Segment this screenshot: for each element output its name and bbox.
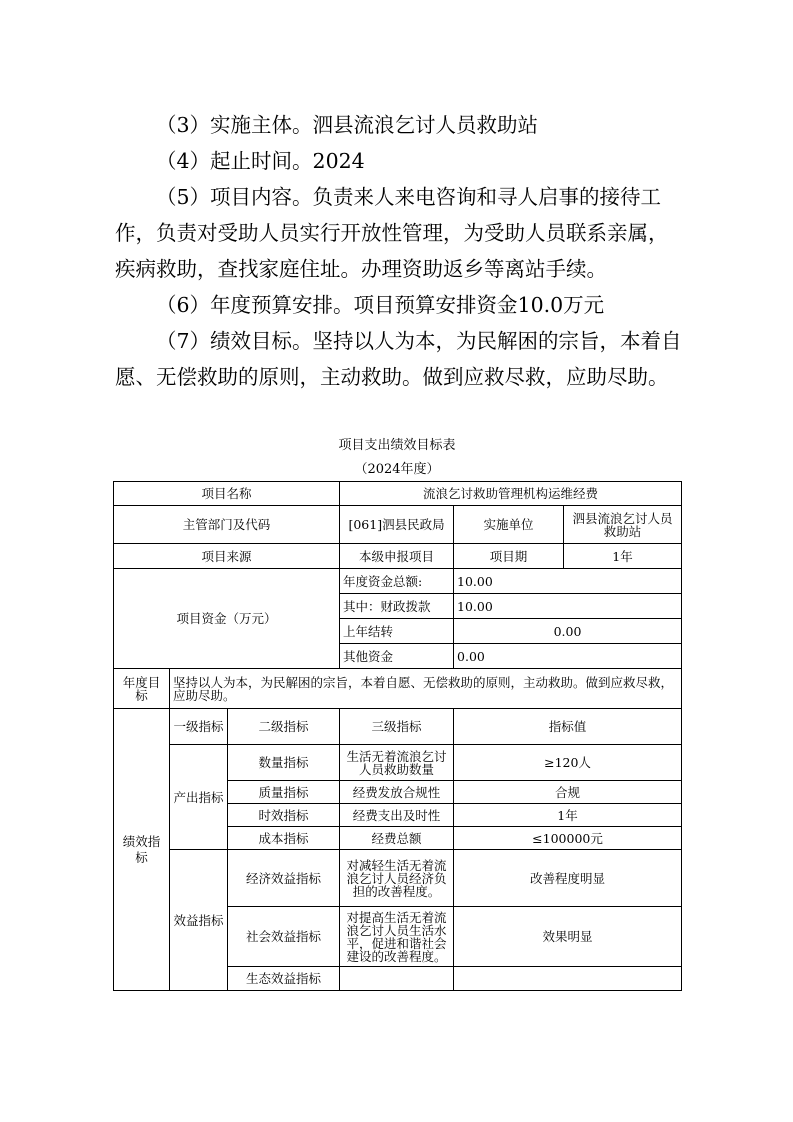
output-l3: 经费发放合规性	[340, 781, 454, 804]
output-l2: 质量指标	[228, 781, 340, 804]
table-title: 项目支出绩效目标表	[338, 438, 456, 453]
header-level1: 一级指标	[170, 709, 228, 745]
paragraph-goal: （7）绩效目标。坚持以人为本，为民解困的宗旨，本着自愿、无偿救助的原则，主动救助。做到应救尽救，应助尽助。	[115, 329, 682, 389]
benefit-value: 效果明显	[454, 907, 682, 967]
header-value: 指标值	[454, 709, 682, 745]
impl-label: 实施单位	[454, 506, 564, 544]
output-l2: 成本指标	[228, 827, 340, 850]
table-row	[114, 544, 682, 569]
table-row	[114, 482, 682, 506]
table-row	[114, 709, 682, 745]
output-l3: 生活无着流浪乞讨人员救助数量	[340, 745, 454, 781]
project-name-value: 流浪乞讨救助管理机构运维经费	[340, 482, 682, 506]
perf-label: 绩效指标	[114, 709, 170, 991]
funds-total-label: 年度资金总额:	[340, 569, 454, 594]
paragraph-implementer: （3）实施主体。泗县流浪乞讨人员救助站	[156, 113, 539, 137]
benefit-l2: 经济效益指标	[228, 850, 340, 907]
benefit-l2: 生态效益指标	[228, 967, 340, 991]
benefit-l3: 对减轻生活无着流浪乞讨人员经济负担的改善程度。	[340, 850, 454, 907]
period-label: 项目期	[454, 544, 564, 569]
funds-other-value: 0.00	[454, 644, 682, 669]
table-year: （2024年度）	[354, 462, 440, 477]
paragraph-period: （4）起止时间。2024	[156, 149, 365, 173]
output-value: ≤100000元	[454, 827, 682, 850]
funds-fiscal-value: 10.00	[454, 594, 682, 619]
source-value: 本级申报项目	[340, 544, 454, 569]
output-value: 1年	[454, 804, 682, 827]
output-l3: 经费支出及时性	[340, 804, 454, 827]
table-row	[114, 745, 682, 781]
header-level2: 二级指标	[228, 709, 340, 745]
table-row	[114, 669, 682, 709]
dept-value: [061]泗县民政局	[340, 506, 454, 544]
output-label: 产出指标	[170, 745, 228, 850]
funds-label: 项目资金（万元）	[114, 569, 340, 669]
output-l3: 经费总额	[340, 827, 454, 850]
project-name-label: 项目名称	[114, 482, 340, 506]
funds-carryover-label: 上年结转	[340, 619, 454, 644]
benefit-value: 改善程度明显	[454, 850, 682, 907]
period-value: 1年	[564, 544, 682, 569]
goal-value: 坚持以人为本，为民解困的宗旨，本着自愿、无偿救助的原则，主动救助。做到应救尽救，应助尽助。	[170, 669, 682, 709]
dept-label: 主管部门及代码	[114, 506, 340, 544]
source-label: 项目来源	[114, 544, 340, 569]
goal-label: 年度目标	[114, 669, 170, 709]
funds-total-value: 10.00	[454, 569, 682, 594]
funds-carryover-value: 0.00	[454, 619, 682, 644]
table-row	[114, 569, 682, 594]
benefit-label: 效益指标	[170, 850, 228, 991]
funds-other-label: 其他资金	[340, 644, 454, 669]
header-level3: 三级指标	[340, 709, 454, 745]
output-l2: 时效指标	[228, 804, 340, 827]
benefit-l3: 对提高生活无着流浪乞讨人员生活水平，促进和谐社会建设的改善程度。	[340, 907, 454, 967]
paragraph-content: （5）项目内容。负责来人来电咨询和寻人启事的接待工作，负责对受助人员实行开放性管理，为受助人员联系亲属，疾病救助，查找家庭住址。办理资助返乡等离站手续。	[115, 185, 669, 281]
table-row	[114, 506, 682, 544]
paragraph-budget: （6）年度预算安排。项目预算安排资金10.0万元	[156, 293, 605, 317]
table-row	[114, 850, 682, 907]
benefit-value	[454, 967, 682, 991]
performance-table	[113, 481, 682, 991]
impl-value: 泗县流浪乞讨人员救助站	[564, 506, 682, 544]
benefit-l3	[340, 967, 454, 991]
output-value: ≥120人	[454, 745, 682, 781]
funds-fiscal-label: 其中：财政拨款	[340, 594, 454, 619]
benefit-l2: 社会效益指标	[228, 907, 340, 967]
output-value: 合规	[454, 781, 682, 804]
output-l2: 数量指标	[228, 745, 340, 781]
